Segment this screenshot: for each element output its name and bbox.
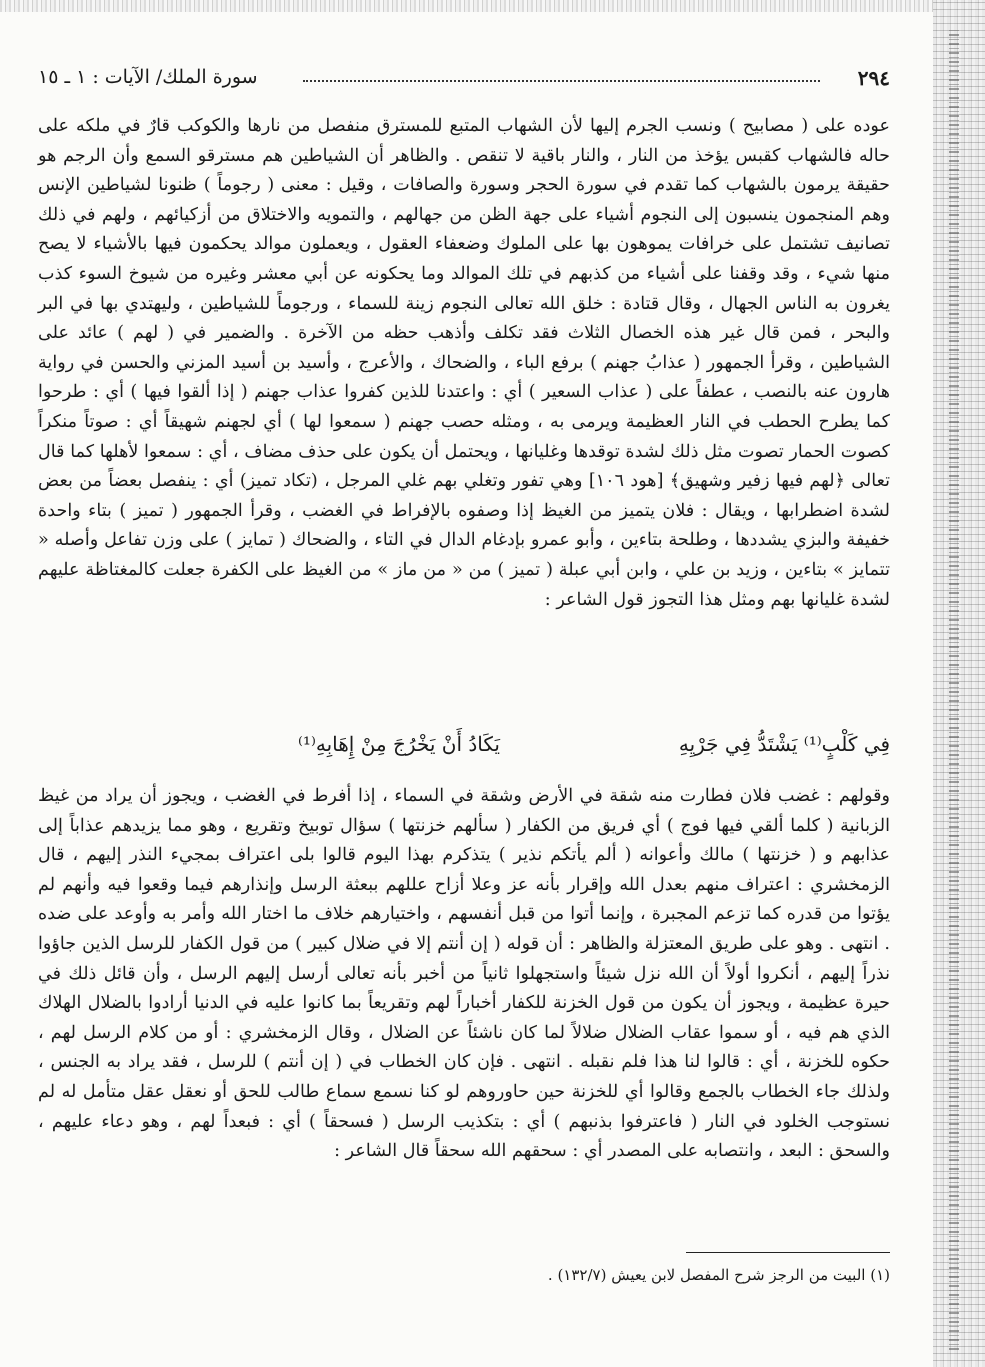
footnote: (١) البيت من الرجز شرح المفصل لابن يعيش (١٣٢/٧) . bbox=[547, 1266, 890, 1284]
verse-hemistich-2: يَكَادُ أَنْ يَخْرُجَ مِنْ إِهَابِهِ⁽¹⁾ bbox=[298, 732, 500, 756]
main-text bbox=[38, 112, 890, 615]
paragraph-2: وقولهم : غضب فلان فطارت منه شقة في الأرض وشقة في السماء ، إذا أفرط في الغضب ، ويجوز أن يراد من غيظ الزبانية ( كلما ألقي فيها فوج ) أي فريق من الكفار ( سألهم خزنتها ) سؤال توبيخ وتقريع ، وهو مما يزيدهم عذاباً إلى عذابهم و ( خزنتها ) مالك وأعوانه ( ألم يأتكم نذير ) يتذكرم بهذا اليوم قالوا بلى اعتراف بمجيء النذر إليهم ، قال الزمخشري : اعتراف منهم بعدل الله وإقرار بأنه عز وعلا أزاح عللهم ببعثة الرسل وإنذارهم فيما وقعوا فيه وأنهم لم يؤتوا من قدره كما تزعم المجبرة ، وإنما أتوا من قبل أنفسهم ، واختيارهم خلاف ما اختار الله وأمر به وأوعد على ضده . انتهى . وهو على طريق المعتزلة والظاهر : أن قوله ( إن أنتم إلا في ضلال كبير ) من قول الكفار للرسل الذين جاؤوا نذراً إليهم ، أنكروا أولاً أن الله نزل شيئاً واستجهلوا ثانياً من أخبر بأنه تعالى أرسل إليهم الرسل ، وأن قائل ذلك في حيرة عظيمة ، ويجوز أن يكون من قول الخزنة للكفار أخباراً لهم وتقريعاً بما كانوا عليه في الدنيا أرادوا بالضلال الهلاك الذي هم فيه ، أو سموا عقاب الضلال ضلالاً لما كان ناشئاً عن الضلال ، وقال الزمخشري : أو من كلام الرسل لهم ، حكوه للخزنة ، أي : قالوا لنا هذا فلم نقبله . انتهى . فإن كان الخطاب في ( إن أنتم ) للرسل ، فقد يراد به الجنس ، ولذلك جاء الخطاب بالجمع وقالوا أي للخزنة حين حاوروهم لو كنا نسمع سماع طالب للحق أو نعقل عقل متأمل له لم نستوجب الخلود في النار ( فاعترفوا بذنبهم ) أي : بتكذيب الرسل ( فسحقاً ) أي : فبعداً لهم ، وهو دعاء عليهم ، والسحق : البعد ، وانتصابه على المصدر أي : سحقهم الله سحقاً قال الشاعر : bbox=[38, 786, 890, 1162]
decorative-border-chain bbox=[949, 30, 959, 1350]
page-header bbox=[38, 62, 890, 98]
verse-hemistich-1: فِي كَلْبٍ⁽¹⁾ يَشْتَدُّ فِي جَرْيِهِ bbox=[678, 732, 890, 756]
page-number: ٢٩٤ bbox=[857, 66, 890, 90]
header-dotted-leader bbox=[303, 80, 820, 82]
scan-top-noise bbox=[0, 0, 985, 12]
sura-title: سورة الملك/ الآيات : ١ ـ ١٥ bbox=[38, 66, 258, 88]
poetry-verse bbox=[38, 732, 890, 766]
footnote-separator bbox=[686, 1252, 890, 1253]
decorative-border bbox=[933, 0, 985, 1367]
main-text-continued bbox=[38, 782, 890, 1167]
paragraph-1: عوده على ( مصابيح ) ونسب الجرم إليها لأن الشهاب المتبع للمسترق منفصل من نارها والكوكب قارٌ في ملكه على حاله فالشهاب كقبس يؤخذ من النار ، والنار باقية لا تنقص . والظاهر أن الشياطين هم مسترقو السمع وأن الرجم هو حقيقة يرمون بالشهاب كما تقدم في سورة الحجر وسورة والصافات ، وقيل : معنى ( رجوماً ) ظنونا لشياطين الإنس وهم المنجمون ينسبون إلى النجوم أشياء على جهة الظن من جهالهم ، والتمويه والاختلاق من أزكيائهم ، ولهم في ذلك تصانيف تشتمل على خرافات يموهون بها على الملوك وضعفاء العقول ، ويعملون موالد يحكمون فيها بالأشياء لا يصح منها شيء ، وقد وقفنا على أشياء من كذبهم في تلك الموالد وما يحكونه عن أبي معشر وغيره من شيوخ السوء كذب يغرون به الناس الجهال ، وقال قتادة : خلق الله تعالى النجوم زينة للسماء ، ورجوماً للشياطين ، وليهتدي بها في البر والبحر ، فمن قال غير هذه الخصال الثلاث فقد تكلف وأذهب حظه من الآخرة . والضمير في ( لهم ) عائد على الشياطين ، وقرأ الجمهور ( عذابُ جهنم ) برفع الباء ، والضحاك ، والأعرج ، وأسيد بن أسيد المزني والحسن في رواية هارون عنه بالنصب ، عطفاً على ( عذاب السعير ) أي : واعتدنا للذين كفروا عذاب جهنم ( إذا ألقوا فيها ) أي : طرحوا كما يطرح الحطب في النار العظيمة ويرمى به ، ومثله حصب جهنم ( سمعوا لها ) أي لجهنم شهيقاً أي : صوتاً منكراً كصوت الحمار تصوت مثل ذلك لشدة توقدها وغليانها ، ويحتمل أن يكون على حذف مضاف ، أي : سمعوا لأهلها كما قال تعالى ﴿لهم فيها زفير وشهيق﴾ [هود ١٠٦] وهي تفور وتغلي بهم غلي المرجل ، (تكاد تميز) أي : ينفصل بعضاً من بعض لشدة اضطرابها ، ويقال : فلان يتميز من الغيظ إذا وصفوه بالإفراط في الغضب ، وقرأ الجمهور ( تميز ) بتاء واحدة خفيفة والبزي يشددها ، وطلحة بتاءين ، وأبو عمرو بإدغام الدال في التاء ، والضحاك ( تمايز ) على وزن تفاعل وأصله « تتمايز » بتاءين ، وزيد بن علي ، وابن أبي عبلة ( تميز ) من « من ماز » من الغيظ على الكفرة جعلت كالمغتاظة عليهم لشدة غليانها بهم ومثل هذا التجوز قول الشاعر : bbox=[38, 116, 890, 610]
